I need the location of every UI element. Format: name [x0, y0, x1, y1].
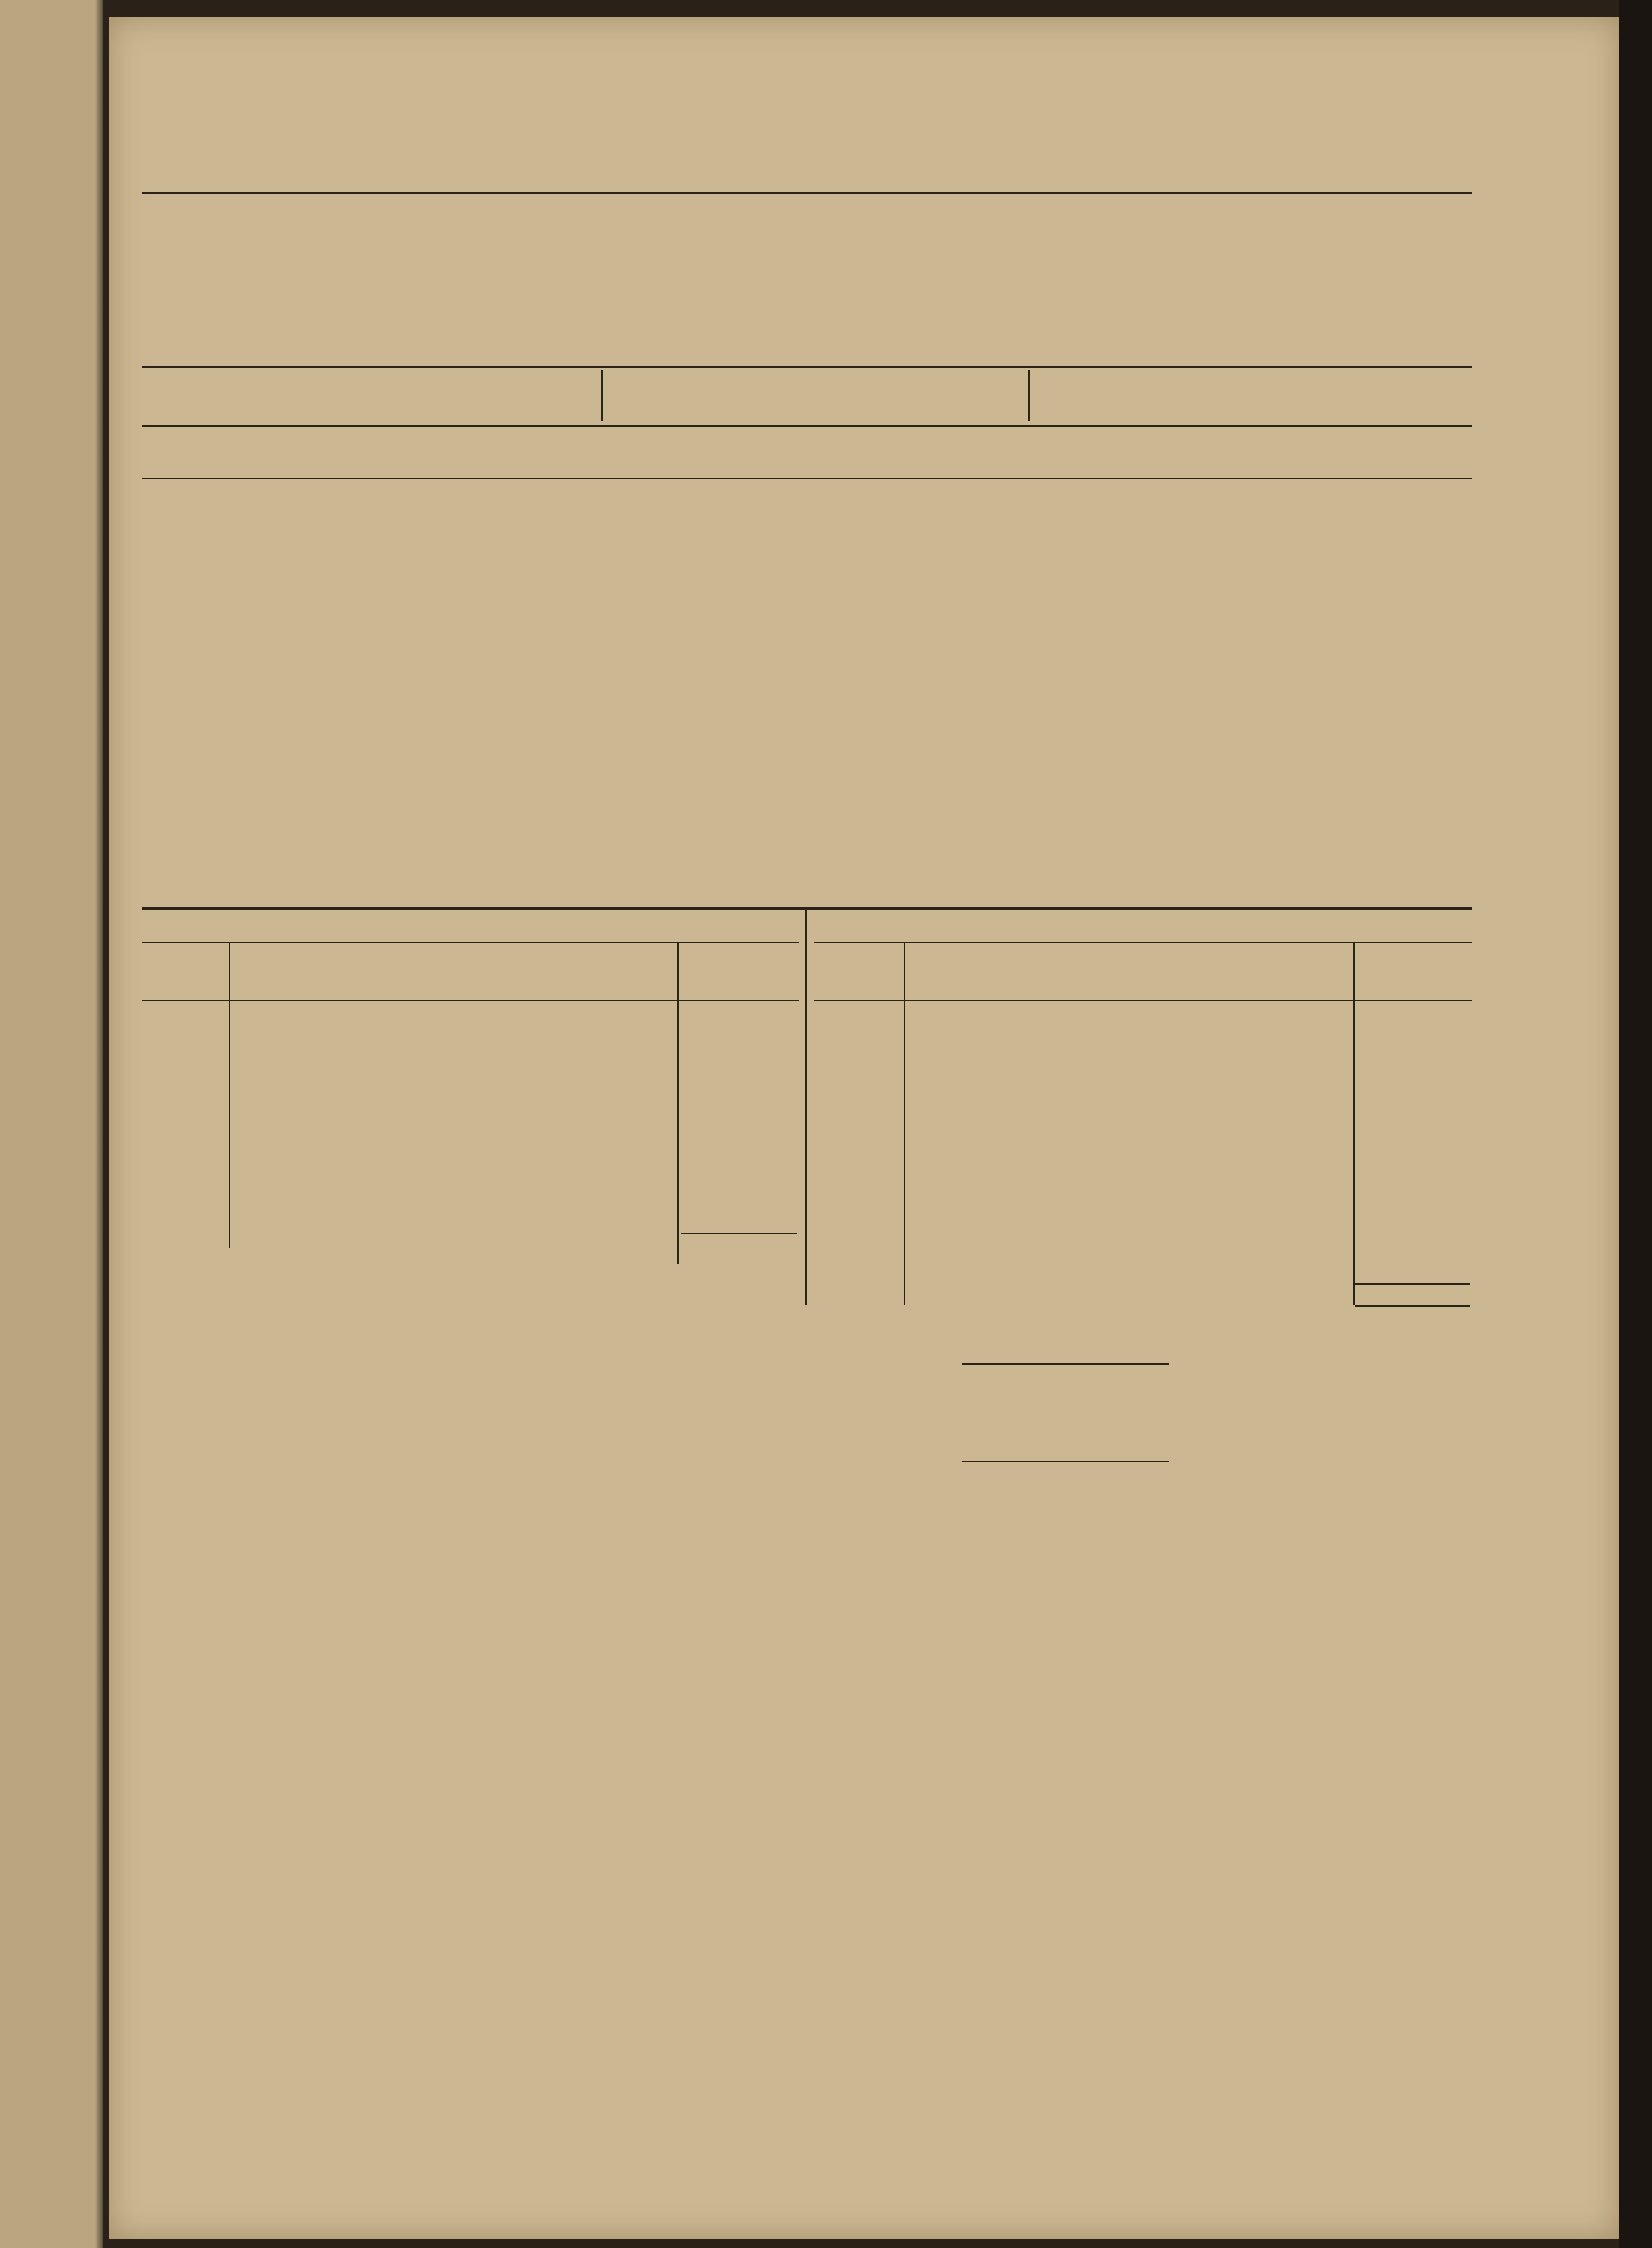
- forststrafe-amount: [959, 690, 1030, 709]
- ledger-art-number: [814, 1236, 900, 1254]
- ledger-description: [900, 1253, 1362, 1271]
- ledger-pfennig: [1439, 1076, 1472, 1094]
- ledger-row: [814, 1182, 1472, 1200]
- forststrafen-row: [596, 671, 814, 690]
- ledger-mark: [681, 1147, 762, 1165]
- ledger-pfennig: [762, 1094, 799, 1112]
- ledger-pfennig: [762, 1129, 799, 1148]
- forststrafen-row: [596, 728, 814, 747]
- gemeinde-name: [372, 690, 501, 709]
- forststrafen-row: [1037, 709, 1249, 728]
- gemeinde-name: [142, 690, 279, 709]
- subheader-rule-top: [142, 366, 1472, 368]
- ledger-art-number: [814, 1218, 900, 1236]
- right-binding: [1619, 0, 1652, 2248]
- ledger-description: [900, 1129, 1362, 1148]
- ledger-art-number: [142, 1076, 223, 1094]
- ledger-row: [142, 1076, 799, 1094]
- ausgabe-table: [814, 1005, 1472, 1271]
- ledger-row: [814, 1058, 1472, 1076]
- ledger-description: [223, 1129, 681, 1148]
- ledger-mark: [1362, 1165, 1439, 1183]
- forststrafen-row: [142, 709, 360, 728]
- ledger-pfennig: [1439, 1147, 1472, 1165]
- ledger-pfennig: [1439, 1129, 1472, 1148]
- ledger-art-number: [814, 1111, 900, 1129]
- ledger-pfennig: [762, 1040, 799, 1058]
- ledger-art-number: [142, 1165, 223, 1183]
- ledger-description: [900, 1094, 1362, 1112]
- forststrafen-column: [814, 671, 1030, 747]
- masthead: [142, 205, 1472, 354]
- forststrafen-row: [372, 747, 582, 766]
- ledger-row: [142, 1111, 799, 1129]
- ledger-art-number: [814, 1200, 900, 1219]
- gemeinde-name: [814, 671, 959, 690]
- ledger-row: [814, 1236, 1472, 1254]
- abschluss-rule-1: [962, 1363, 1169, 1365]
- ledger-art-number: [142, 1023, 223, 1041]
- ledger-pfennig: [1439, 1200, 1472, 1219]
- forststrafen-column: [596, 671, 814, 766]
- forststrafen-row: [596, 747, 814, 766]
- subheader-divider-2: [1028, 370, 1030, 421]
- ledger-description: [223, 1165, 681, 1183]
- forststrafen-column: [1037, 671, 1249, 747]
- ledger-pfennig: [762, 1076, 799, 1094]
- ledger-row: [814, 1005, 1472, 1023]
- abschluss-rule-2: [962, 1461, 1169, 1462]
- ledger-art-number: [814, 1094, 900, 1112]
- gemeinde-name: [1037, 690, 1174, 709]
- ledger-description: [900, 1005, 1362, 1023]
- forststrafen-row: [814, 690, 1030, 709]
- gemeinde-name: [1037, 671, 1174, 690]
- gemeinde-name: [1037, 709, 1174, 728]
- masthead-title-svg: [142, 205, 1472, 354]
- price-rule: [142, 478, 1472, 479]
- ledger-mark: [1362, 1218, 1439, 1236]
- ledger-mark: [681, 1040, 762, 1058]
- ledger-mark: [1362, 1111, 1439, 1129]
- ledger-description: [900, 1058, 1362, 1076]
- forststrafe-amount: [279, 747, 360, 766]
- ledger-description: [900, 1111, 1362, 1129]
- forststrafe-amount: [279, 709, 360, 728]
- gemeinde-name: [142, 747, 279, 766]
- einnahme-head-top: [142, 942, 799, 943]
- ledger-pfennig: [1439, 1023, 1472, 1041]
- forststrafen-row: [1037, 690, 1249, 709]
- ledger-pfennig: [1439, 1218, 1472, 1236]
- ledger-art-number: [142, 1094, 223, 1112]
- ledger-pfennig: [762, 1111, 799, 1129]
- ledger-row: [814, 1200, 1472, 1219]
- ledger-art-number: [814, 1253, 900, 1271]
- ledger-row: [814, 1111, 1472, 1129]
- forststrafen-row: [1264, 671, 1505, 690]
- ledger-art-number: [814, 1058, 900, 1076]
- ledger-row: [142, 1129, 799, 1148]
- ledger-mark: [681, 1111, 762, 1129]
- empty-cell: [1426, 690, 1505, 709]
- gemeinde-name: [596, 709, 733, 728]
- ledger-art-number: [142, 1005, 223, 1023]
- forststrafe-amount: [279, 728, 360, 747]
- ledger-mark: [1362, 1040, 1439, 1058]
- ledger-mark: [1362, 1129, 1439, 1148]
- gemeinde-name: [372, 728, 501, 747]
- forststrafe-amount: [501, 747, 582, 766]
- trais-mark-note: [1264, 690, 1426, 709]
- ledger-description: [223, 1182, 681, 1200]
- ledger-row: [142, 1094, 799, 1112]
- gemeinde-name: [814, 709, 959, 728]
- gemeinde-name: [596, 690, 733, 709]
- ledger-row: [142, 1200, 799, 1219]
- gemeinde-name: [142, 709, 279, 728]
- ledger-art-number: [142, 1111, 223, 1129]
- forststrafe-amount: [959, 709, 1030, 728]
- forststrafe-amount: [1174, 671, 1249, 690]
- ledger-mark: [681, 1094, 762, 1112]
- ledger-row: [814, 1076, 1472, 1094]
- forststrafen-row: [596, 690, 814, 709]
- ledger-pfennig: [1439, 1058, 1472, 1076]
- forststrafe-amount: [1174, 728, 1249, 747]
- forststrafe-amount: [501, 728, 582, 747]
- ausgabe-sum-rule: [1355, 1283, 1470, 1285]
- ledger-row: [814, 1094, 1472, 1112]
- forststrafe-amount: [733, 690, 814, 709]
- einnahme-table: [142, 1005, 799, 1218]
- ausgabe-head-top: [814, 942, 1472, 943]
- ledger-art-number: [814, 1129, 900, 1148]
- ledger-pfennig: [762, 1165, 799, 1183]
- forststrafen-row: [372, 728, 582, 747]
- forststrafen-column: [1264, 671, 1505, 747]
- forststrafe-amount: [733, 709, 814, 728]
- gemeinde-name: [372, 747, 501, 766]
- ledger-row: [142, 1005, 799, 1023]
- ledger-mark: [681, 1005, 762, 1023]
- ledger-art-number: [142, 1182, 223, 1200]
- forststrafen-row: [814, 728, 1030, 747]
- ledger-art-number: [814, 1023, 900, 1041]
- ledger-description: [223, 1076, 681, 1094]
- ledger-mark: [1362, 1236, 1439, 1254]
- ledger-mark: [681, 1058, 762, 1076]
- ledger-description: [900, 1236, 1362, 1254]
- ledger-art-number: [142, 1147, 223, 1165]
- ledger-description: [900, 1218, 1362, 1236]
- forststrafen-row: [1037, 728, 1249, 747]
- auszug-rule: [142, 907, 1472, 910]
- forststrafen-row: [1037, 671, 1249, 690]
- ledger-art-number: [142, 1058, 223, 1076]
- ledger-row: [814, 1040, 1472, 1058]
- subheader-divider-1: [601, 370, 603, 421]
- ledger-description: [223, 1200, 681, 1219]
- forststrafe-amount: [959, 728, 1030, 747]
- ledger-pfennig: [762, 1182, 799, 1200]
- gemeinde-name: [1264, 728, 1426, 747]
- ledger-mark: [1362, 1076, 1439, 1094]
- ledger-description: [900, 1040, 1362, 1058]
- ledger-description: [900, 1023, 1362, 1041]
- gemeinde-name: [814, 690, 959, 709]
- ledger-mark: [1362, 1147, 1439, 1165]
- subheader-rule-bottom: [142, 425, 1472, 427]
- ledger-description: [223, 1040, 681, 1058]
- ledger-art-number: [142, 1200, 223, 1219]
- ledger-description: [900, 1076, 1362, 1094]
- ledger-pfennig: [1439, 1040, 1472, 1058]
- ledger-description: [900, 1182, 1362, 1200]
- ledger-art-number: [142, 1129, 223, 1148]
- ledger-row: [142, 1040, 799, 1058]
- forststrafen-row: [814, 671, 1030, 690]
- ledger-pfennig: [762, 1058, 799, 1076]
- ledger-mark: [681, 1182, 762, 1200]
- ledger-description: [223, 1147, 681, 1165]
- forststrafen-row: [596, 709, 814, 728]
- ledger-row: [814, 1129, 1472, 1148]
- ledger-row: [142, 1165, 799, 1183]
- forststrafe-amount: [501, 671, 582, 690]
- forststrafen-row: [372, 690, 582, 709]
- forststrafen-row: [142, 747, 360, 766]
- ledger-pfennig: [1439, 1005, 1472, 1023]
- header-rule: [142, 192, 1472, 194]
- ledger-row: [814, 1218, 1472, 1236]
- forststrafe-amount: [1426, 728, 1505, 747]
- ledger-mark: [1362, 1023, 1439, 1041]
- gemeinde-name: [1037, 728, 1174, 747]
- ledger-description: [900, 1165, 1362, 1183]
- ledger-row: [814, 1147, 1472, 1165]
- ledger-mark: [681, 1165, 762, 1183]
- ledger-pfennig: [762, 1023, 799, 1041]
- gemeinde-name: [596, 671, 733, 690]
- ledger-row: [814, 1253, 1472, 1271]
- forststrafen-row: [372, 709, 582, 728]
- ledger-row: [142, 1182, 799, 1200]
- ledger-mark: [681, 1023, 762, 1041]
- ledger-pfennig: [762, 1147, 799, 1165]
- forststrafe-amount: [501, 690, 582, 709]
- gemeinde-name: [142, 728, 279, 747]
- gemeinde-name: [814, 728, 959, 747]
- ledger-row: [814, 1023, 1472, 1041]
- ledger-row: [142, 1023, 799, 1041]
- ledger-pfennig: [762, 1005, 799, 1023]
- ledger-row: [142, 1058, 799, 1076]
- forststrafe-amount: [1174, 709, 1249, 728]
- forststrafen-row: [142, 671, 360, 690]
- ledger-description: [900, 1200, 1362, 1219]
- gemeinde-name: [372, 709, 501, 728]
- ledger-mark: [1362, 1253, 1439, 1271]
- ledger-mark: [1362, 1094, 1439, 1112]
- ledger-mark: [681, 1076, 762, 1094]
- ledger-description: [223, 1094, 681, 1112]
- forststrafen-row: [1264, 690, 1505, 709]
- ledger-description: [223, 1111, 681, 1129]
- ledger-description: [223, 1005, 681, 1023]
- gemeinde-name: [372, 671, 501, 690]
- forststrafen-row: [142, 690, 360, 709]
- ledger-row: [142, 1147, 799, 1165]
- gemeinde-name: [1264, 709, 1426, 728]
- forststrafen-row: [1264, 728, 1505, 747]
- forststrafen-column: [142, 671, 360, 766]
- ledger-description: [223, 1058, 681, 1076]
- gemeinde-name: [142, 671, 279, 690]
- forststrafe-amount: [733, 728, 814, 747]
- ledger-mark: [1362, 1005, 1439, 1023]
- ledger-pfennig: [1439, 1182, 1472, 1200]
- ledger-pfennig: [1439, 1253, 1472, 1271]
- ledger-description: [223, 1023, 681, 1041]
- forststrafe-amount: [501, 709, 582, 728]
- ledger-art-number: [814, 1076, 900, 1094]
- ledger-art-number: [814, 1147, 900, 1165]
- forststrafe-amount: [1426, 671, 1505, 690]
- forststrafe-amount: [279, 671, 360, 690]
- ausgabe-head-bottom: [814, 1000, 1472, 1001]
- gemeinde-name: [596, 728, 733, 747]
- ledger-pfennig: [1439, 1111, 1472, 1129]
- einnahme-sum-rule: [681, 1233, 797, 1234]
- ledger-art-number: [814, 1005, 900, 1023]
- forststrafe-amount: [733, 747, 814, 766]
- forststrafen-column: [372, 671, 582, 766]
- forststrafe-amount: [959, 671, 1030, 690]
- forststrafen-row: [142, 728, 360, 747]
- ledger-art-number: [814, 1182, 900, 1200]
- ausgabe-sum-rule-2: [1355, 1305, 1470, 1307]
- ledger-pfennig: [1439, 1236, 1472, 1254]
- ledger-art-number: [814, 1040, 900, 1058]
- gemeinde-name: [596, 747, 733, 766]
- ledger-mark: [1362, 1182, 1439, 1200]
- forststrafe-amount: [1426, 709, 1505, 728]
- ledger-description: [900, 1147, 1362, 1165]
- forststrafe-amount: [279, 690, 360, 709]
- einnahme-head-bottom: [142, 1000, 799, 1001]
- forststrafen-row: [1264, 709, 1505, 728]
- ledger-row: [814, 1165, 1472, 1183]
- forststrafe-amount: [733, 671, 814, 690]
- ledger-pfennig: [762, 1200, 799, 1219]
- ledger-mark: [681, 1200, 762, 1219]
- ledger-art-number: [814, 1165, 900, 1183]
- forststrafe-amount: [1174, 690, 1249, 709]
- ledger-mark: [1362, 1200, 1439, 1219]
- forststrafen-row: [372, 671, 582, 690]
- adjacent-page-edge: [0, 0, 103, 2248]
- forststrafen-row: [814, 709, 1030, 728]
- binding-shadow: [95, 0, 103, 2248]
- ledger-pfennig: [1439, 1094, 1472, 1112]
- ledger-art-number: [142, 1040, 223, 1058]
- auszug-center-divider: [805, 909, 807, 1305]
- ledger-mark: [681, 1129, 762, 1148]
- ledger-pfennig: [1439, 1165, 1472, 1183]
- gemeinde-name: [1264, 671, 1426, 690]
- ledger-mark: [1362, 1058, 1439, 1076]
